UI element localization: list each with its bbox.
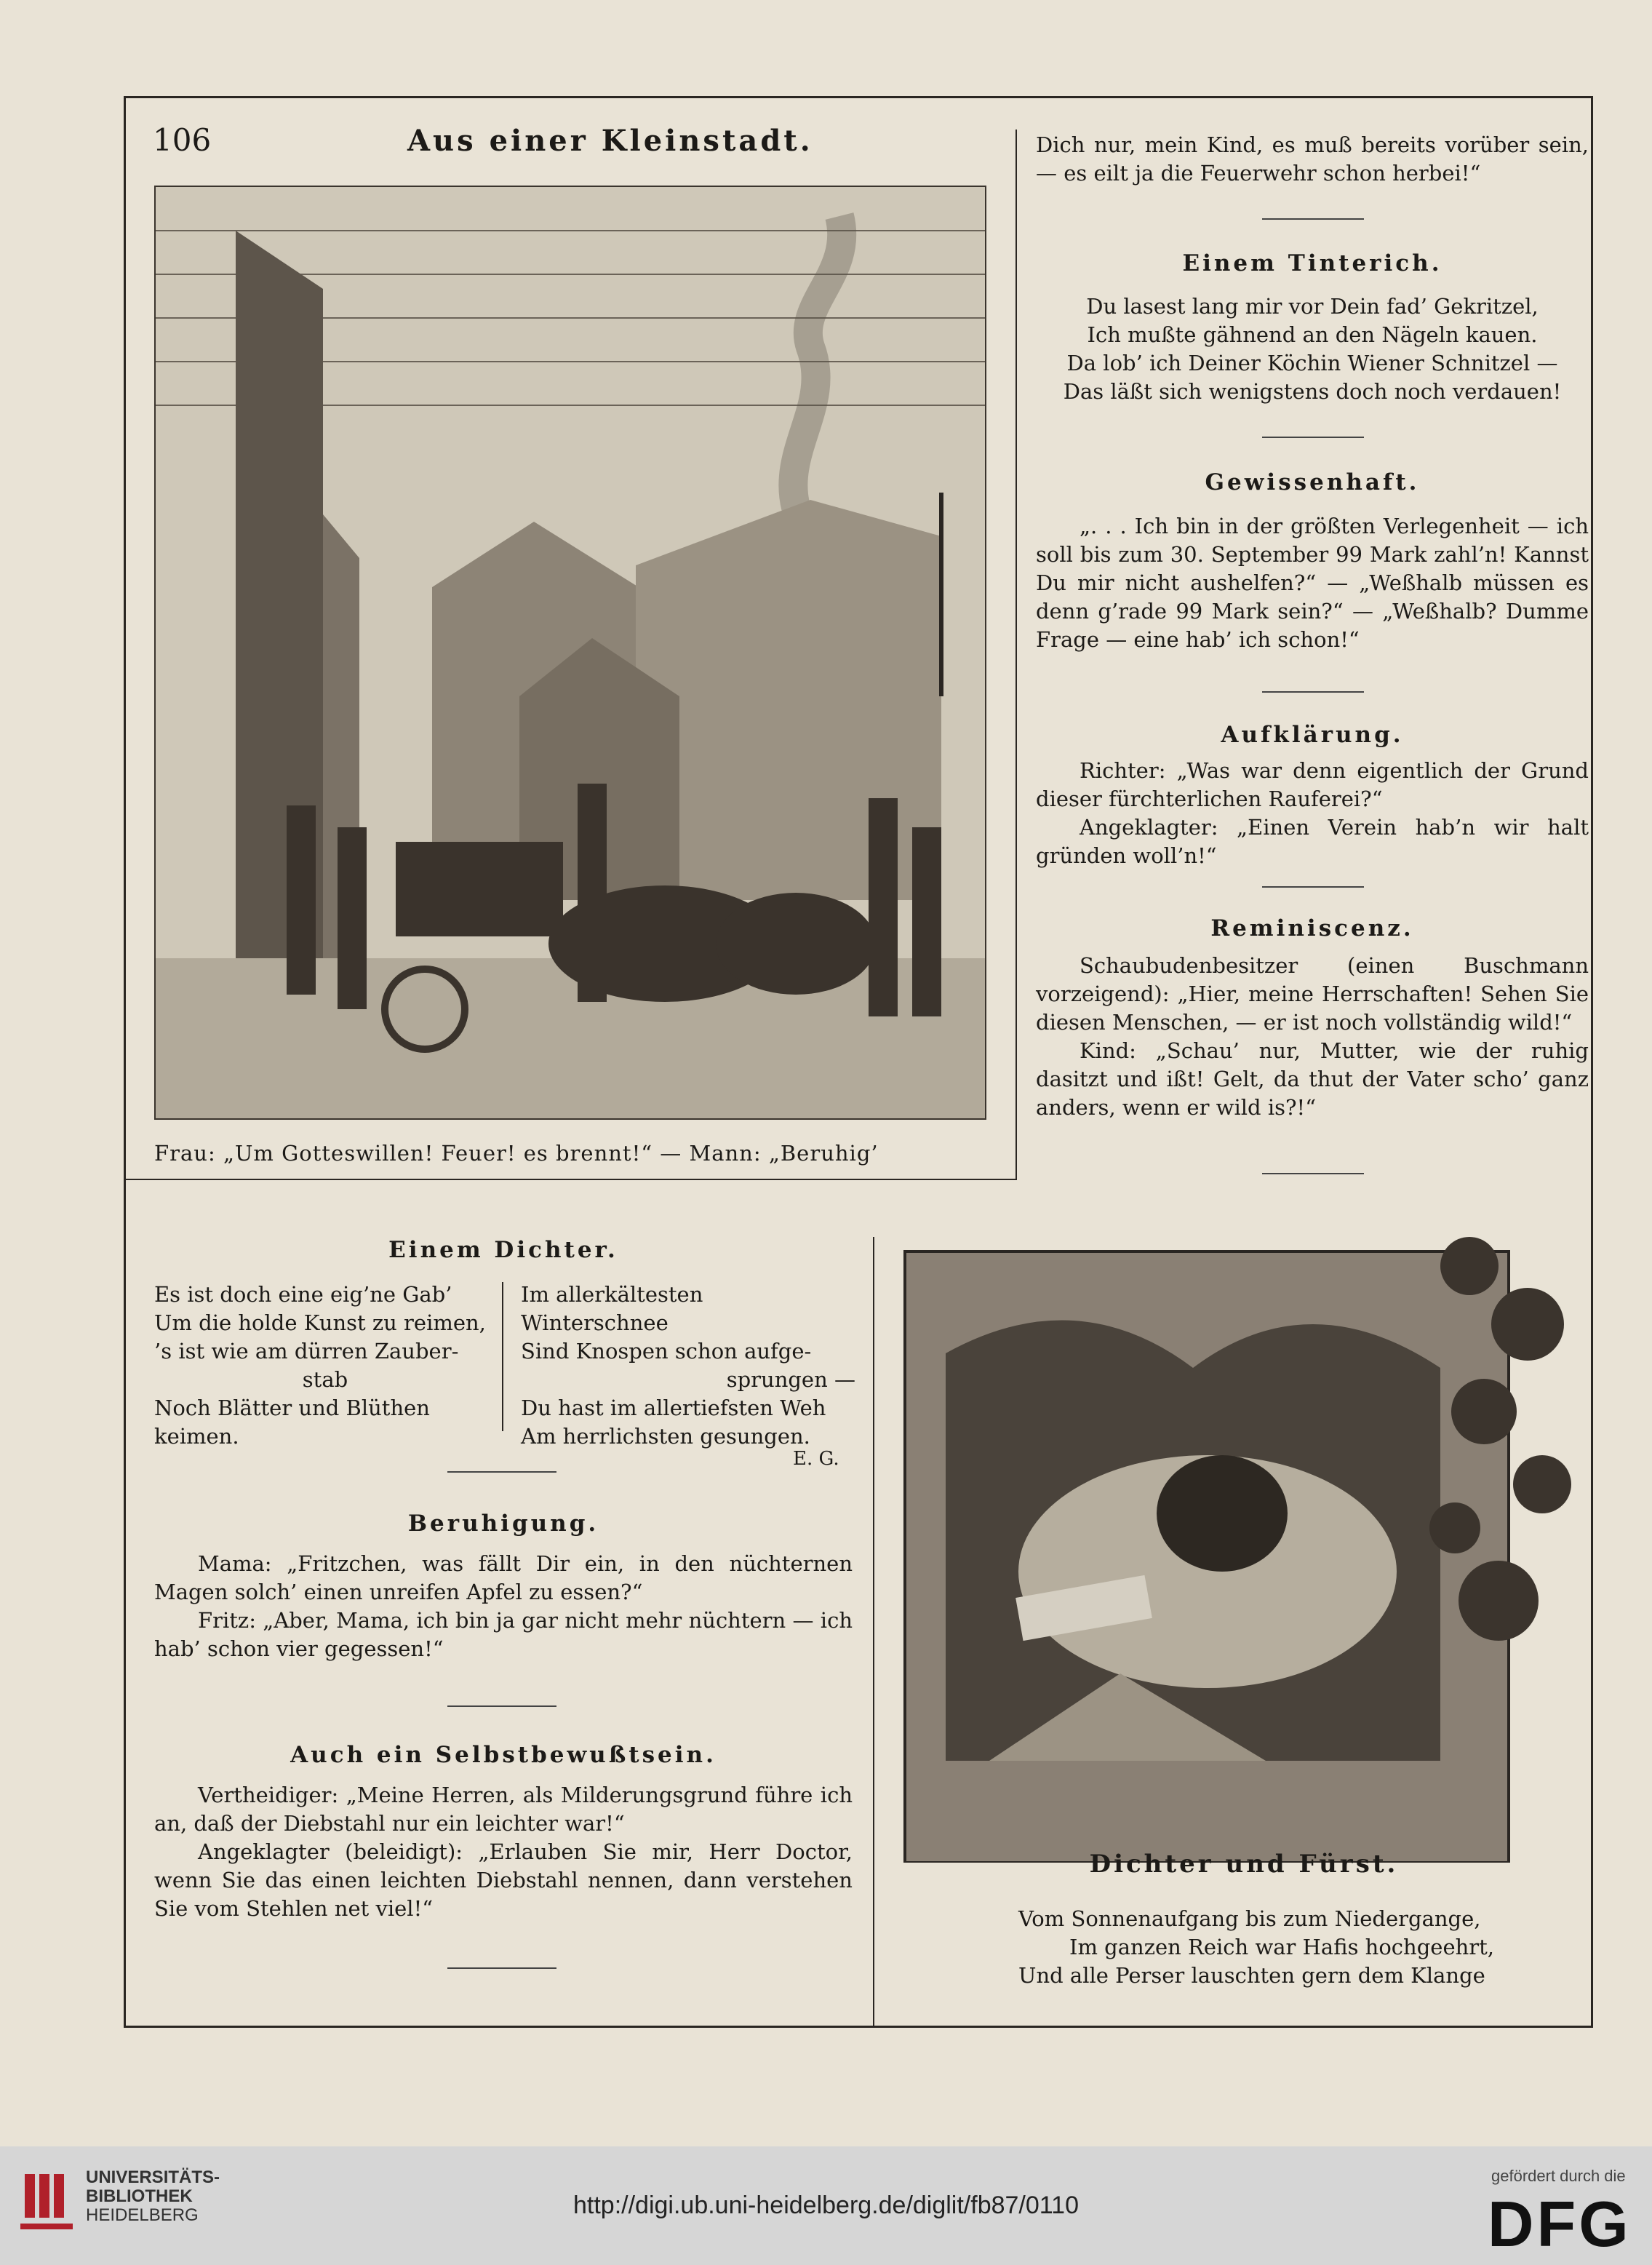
section-title-tinterich: Einem Tinterich.: [1182, 250, 1442, 276]
poem-line: stab: [302, 1367, 348, 1392]
text-selbstbewusstsein: [154, 1781, 853, 1923]
dfg-logo: DFG: [1488, 2188, 1632, 2260]
poem-line: Um die holde Kunst zu reimen,: [154, 1310, 486, 1335]
section-divider: [125, 1179, 1017, 1180]
text-gewissenhaft: „. . . Ich bin in der größten Verlegenheit — ich soll bis zum 30. September 99 Mark zahl’n! Kannst Du mir nicht aushelfen?“ — „Weßhalb müssen es denn g’rade 99 Mark sein?“ — „Weßhalb? Dumme Frage — eine hab’ ich schon!“: [1036, 514, 1589, 652]
poem-line: Das läßt sich wenigstens doch noch verdauen!: [1063, 379, 1562, 404]
separator-rule: [1262, 1173, 1364, 1174]
poet-illustration: [902, 1208, 1586, 1863]
dialogue-line: Angeklagter (beleidigt): „Erlauben Sie mir, Herr Doctor, wenn Sie das einen leichten Diebstahl nennen, dann verstehen Sie vom Stehlen net viel!“: [154, 1839, 853, 1921]
section-title-reminiscenz: Reminiscenz.: [1210, 915, 1414, 942]
page-number: 106: [153, 122, 212, 158]
poem-line: Es ist doch eine eig’ne Gab’: [154, 1282, 452, 1307]
section-title-dichter: Einem Dichter.: [388, 1237, 618, 1263]
separator-rule: [1262, 437, 1364, 438]
poem-line: Ich mußte gähnend an den Nägeln kauen.: [1087, 322, 1538, 347]
dialogue-line: Vertheidiger: „Meine Herren, als Milderungsgrund führe ich an, daß der Diebstahl nur ein leichter war!“: [154, 1783, 853, 1836]
funding-note: gefördert durch die: [1491, 2167, 1626, 2185]
poem-dichter-col1: [154, 1281, 496, 1451]
column-divider-bottom: [873, 1237, 874, 2028]
poem-dichter-und-fuerst: [1018, 1905, 1586, 1990]
separator-rule: [1262, 691, 1364, 693]
poem-line: Am herrlichsten gesungen.: [521, 1424, 810, 1449]
separator-rule: [447, 1967, 556, 1969]
dialogue-line: Richter: „Was war denn eigentlich der Grund dieser fürchterlichen Rauferei?“: [1036, 758, 1589, 811]
running-title: Aus einer Kleinstadt.: [407, 124, 813, 158]
separator-rule: [447, 1705, 556, 1707]
poem-column-divider: [502, 1282, 503, 1431]
poem-line: Sind Knospen schon aufge-: [521, 1339, 812, 1364]
poem-line: Und alle Perser lauschten gern dem Klange: [1018, 1963, 1485, 1988]
poem-line: Du lasest lang mir vor Dein fad’ Gekritzel,: [1086, 294, 1539, 319]
illustration-caption-left: Frau: „Um Gotteswillen! Feuer! es brennt!“ — Mann: „Beruhig’: [154, 1141, 879, 1166]
section-title-dichter-und-fuerst: Dichter und Fürst.: [1089, 1850, 1399, 1879]
poem-line: Du hast im allertiefsten Weh: [521, 1396, 826, 1420]
section-title-aufklaerung: Aufklärung.: [1221, 722, 1404, 748]
text-beruhigung: [154, 1550, 853, 1663]
separator-rule: [1262, 218, 1364, 220]
separator-rule: [1262, 886, 1364, 888]
dialogue-line: Schaubudenbesitzer (einen Buschmann vorzeigend): „Hier, meine Herrschaften! Sehen Sie diesen Menschen, — er ist noch vollständig wild!“: [1036, 953, 1589, 1035]
dialogue-line: Fritz: „Aber, Mama, ich bin ja gar nicht mehr nüchtern — ich hab’ schon vier gegessen!“: [154, 1608, 853, 1661]
illustration-caption-right: Dich nur, mein Kind, es muß bereits vorüber sein, — es eilt ja die Feuerwehr schon herbei!“: [1036, 132, 1589, 186]
poem-line: Vom Sonnenaufgang bis zum Niedergange,: [1018, 1906, 1481, 1931]
dialogue-line: Kind: „Schau’ nur, Mutter, wie der ruhig dasitzt und ißt! Gelt, da thut der Vater scho’ ganz anders, wenn er wild is?!“: [1036, 1038, 1589, 1120]
column-divider-top: [1015, 130, 1017, 1179]
poem-dichter-col2: [521, 1281, 855, 1451]
section-title-selbstbewusstsein: Auch ein Selbstbewußtsein.: [290, 1742, 717, 1768]
poem-line: sprungen —: [726, 1367, 855, 1392]
separator-rule: [447, 1471, 556, 1473]
poem-line: ’s ist wie am dürren Zauber-: [154, 1339, 459, 1364]
section-title-beruhigung: Beruhigung.: [407, 1510, 599, 1537]
poem-line: Da lob’ ich Deiner Köchin Wiener Schnitzel —: [1066, 351, 1558, 375]
poem-tinterich: [1036, 292, 1589, 406]
text-aufklaerung: [1036, 757, 1589, 870]
poem-line: Im allerkältesten Winterschnee: [521, 1282, 703, 1335]
poem-line: Im ganzen Reich war Hafis hochgeehrt,: [1069, 1935, 1495, 1959]
poem-line: Noch Blätter und Blüthen keimen.: [154, 1396, 430, 1449]
section-title-gewissenhaft: Gewissenhaft.: [1205, 469, 1420, 495]
fire-brigade-illustration: [154, 186, 986, 1120]
footer-bar: [0, 2146, 1652, 2265]
poem-signature: E. G.: [793, 1448, 839, 1470]
dialogue-line: Angeklagter: „Einen Verein hab’n wir halt gründen woll’n!“: [1036, 815, 1589, 868]
library-name: UNIVERSITÄTS- BIBLIOTHEK HEIDELBERG: [86, 2168, 220, 2225]
dialogue-line: Mama: „Fritzchen, was fällt Dir ein, in den nüchternen Magen solch’ einen unreifen Apfel zu essen?“: [154, 1551, 853, 1604]
permalink-url[interactable]: http://digi.ub.uni-heidelberg.de/diglit/fb87/0110: [573, 2192, 1079, 2219]
text-reminiscenz: [1036, 952, 1589, 1122]
